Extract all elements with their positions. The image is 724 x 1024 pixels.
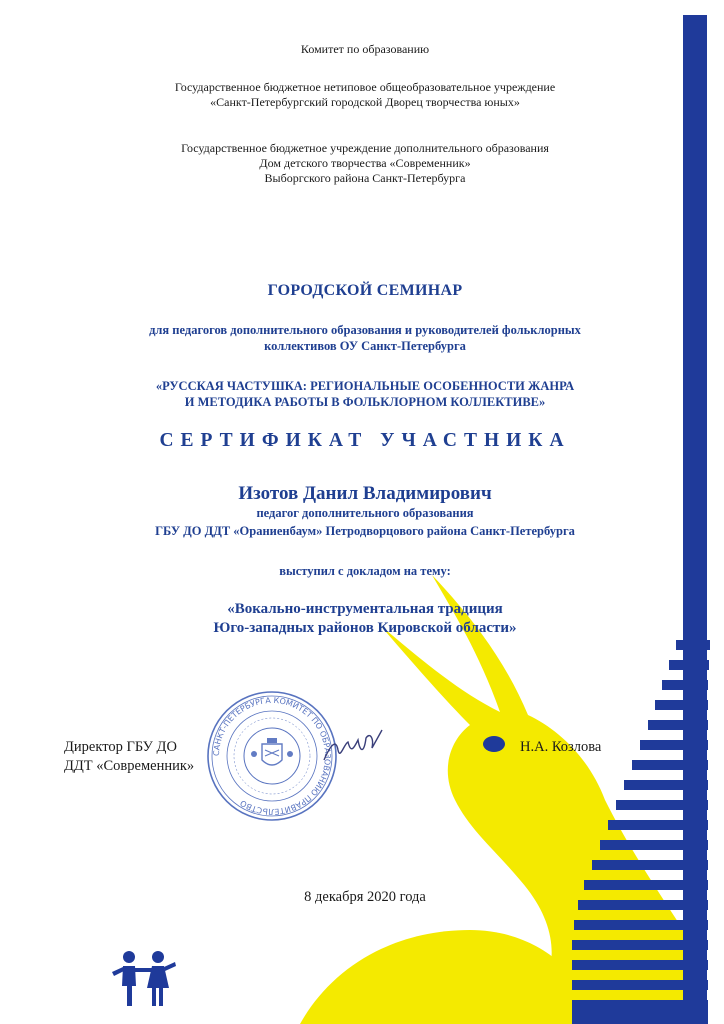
report-topic-line1: «Вокально-инструментальная традиция [227,601,503,617]
participant-name: Изотов Данил Владимирович [238,483,492,504]
participant-institution: ГБУ ДО ДДТ «Ораниенбаум» Петродворцового района Санкт-Петербурга [155,524,575,538]
certificate-heading: СЕРТИФИКАТ УЧАСТНИКА [159,430,571,451]
event-theme-line1: «РУССКАЯ ЧАСТУШКА: РЕГИОНАЛЬНЫЕ ОСОБЕННОСТИ ЖАНРА [155,379,575,393]
issue-date: 8 декабря 2020 года [304,889,426,905]
org1-line1: Государственное бюджетное нетиповое общеобразовательное учреждение [174,80,556,94]
stamp-ring-text: САНКТ-ПЕТЕРБУРГА КОМИТЕТ ПО ОБРАЗОВАНИЮ ПРАВИТЕЛЬСТВО [211,695,333,817]
coat-of-arms-icon [251,738,293,765]
participant-position: педагог дополнительного образования [256,506,474,520]
children-holding-hands-icon [112,948,176,1012]
yellow-bird-shape [300,575,690,1024]
org1-line2: «Санкт-Петербургский городской Дворец творчества юных» [210,95,520,109]
handwritten-signature [318,724,390,772]
signer-title [64,738,194,776]
event-title: ГОРОДСКОЙ СЕМИНАР [267,282,463,299]
report-topic-line2: Юго-западных районов Кировской области» [213,620,517,636]
signer-title-line2: ДДТ «Современник» [64,758,195,774]
org2-line2: Дом детского творчества «Современник» [259,156,471,170]
signer-title-line1: Директор ГБУ ДО [64,739,177,755]
signer-name: Н.А. Козлова [520,739,602,755]
event-audience-line2: коллективов ОУ Санкт-Петербурга [264,339,466,353]
event-audience-line1: для педагогов дополнительного образования и руководителей фольклорных [149,323,581,337]
committee-name: Комитет по образованию [300,42,430,56]
org2-line3: Выборгского района Санкт-Петербурга [264,171,466,185]
event-theme-line2: И МЕТОДИКА РАБОТЫ В ФОЛЬКЛОРНОМ КОЛЛЕКТИВЕ» [184,395,546,409]
participation-action: выступил с докладом на тему: [279,564,451,578]
org2-line1: Государственное бюджетное учреждение дополнительного образования [181,141,549,155]
